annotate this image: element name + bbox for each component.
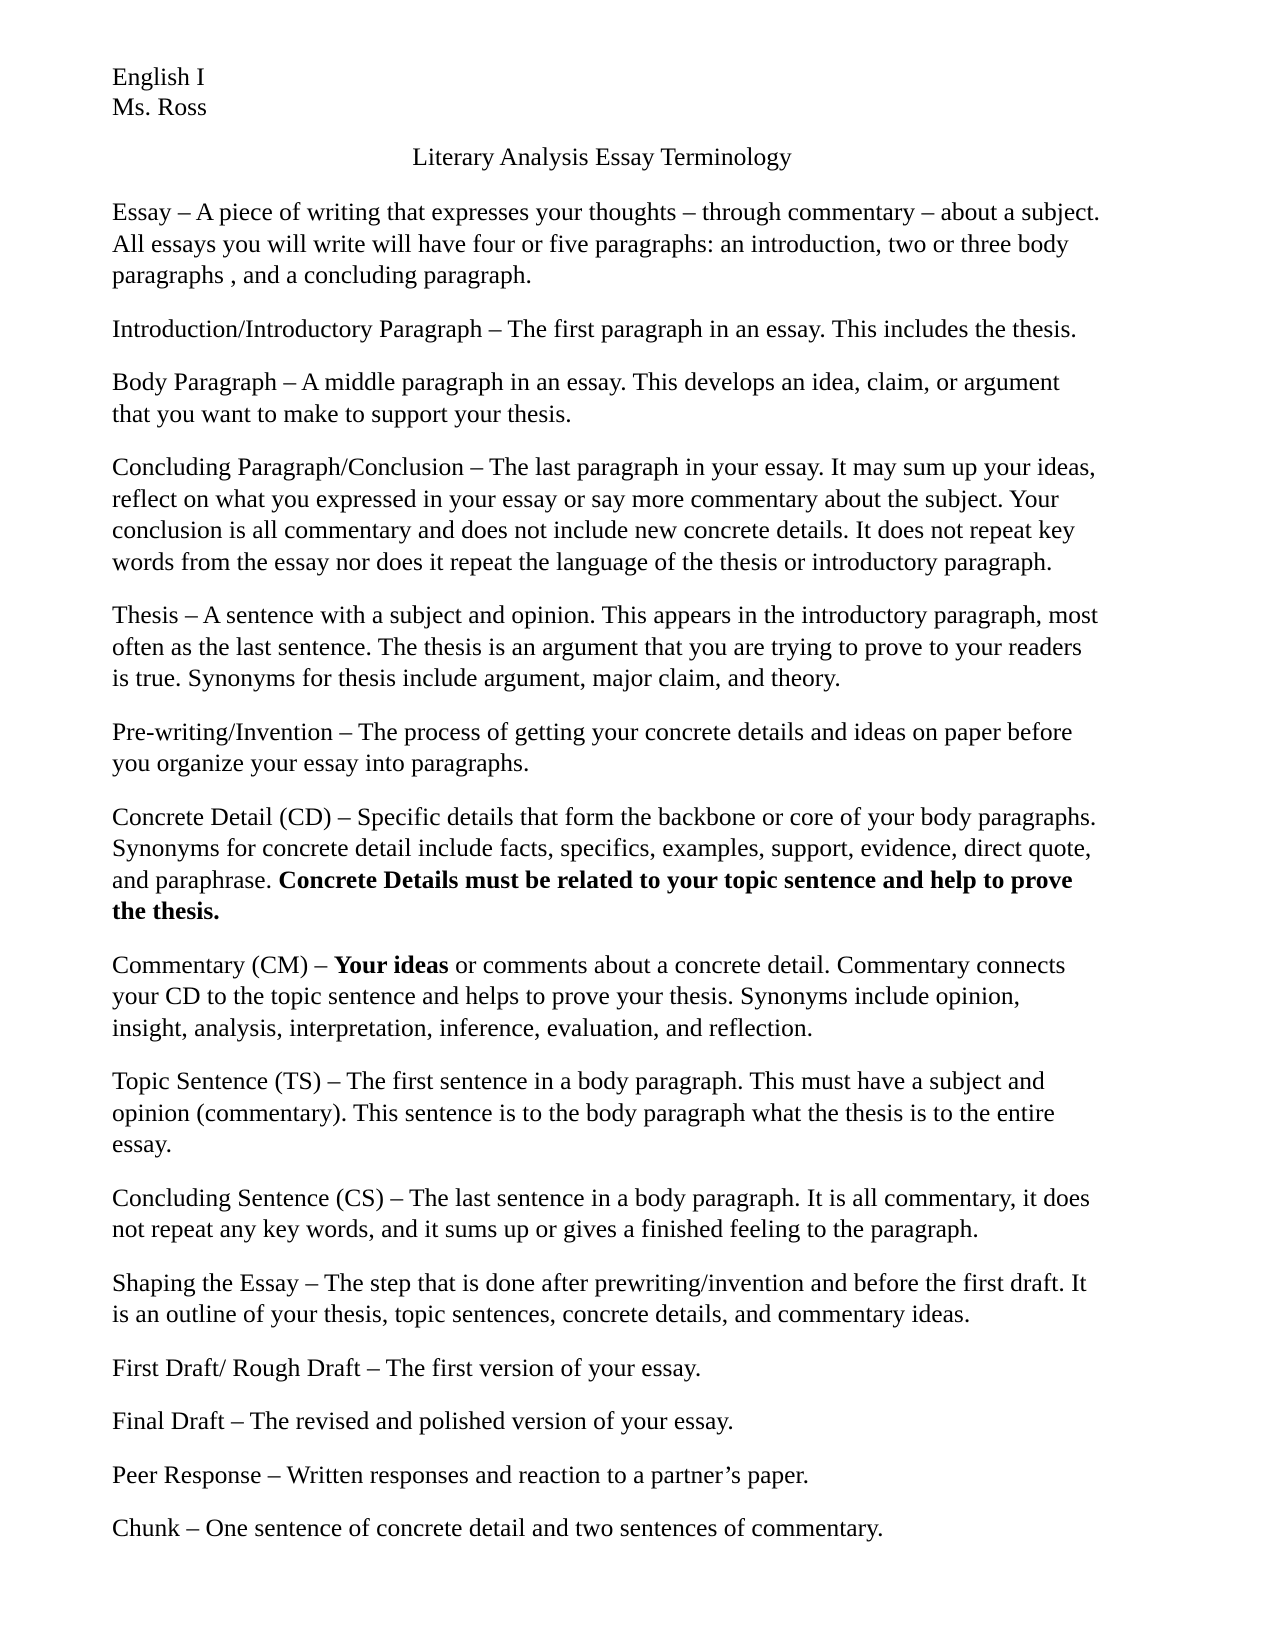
course-name: English I — [112, 62, 205, 91]
commentary-trail-text: or comments about a concrete detail. Commentary connects your CD to the topic sentence and helps to prove your thesis. Synonyms include opinion, insight, analysis, interpretation, inference, evaluation, and reflection. — [112, 949, 1066, 1042]
definition-concluding-paragraph: Concluding Paragraph/Conclusion – The last paragraph in your essay. It may sum up your ideas, reflect on what you expressed in your essay or say more commentary about the subject. Your conclusion is all commentary and does not include new concrete details. It does not repeat key words from the essay nor does it repeat the language of the thesis or introductory paragraph. — [112, 452, 1096, 576]
definition-thesis: Thesis – A sentence with a subject and opinion. This appears in the introductory paragraph, most often as the last sentence. The thesis is an argument that you are trying to prove to your readers is true. Synonyms for thesis include argument, major claim, and theory. — [112, 600, 1099, 692]
definition-concluding-sentence: Concluding Sentence (CS) – The last sentence in a body paragraph. It is all commentary, it does not repeat any key words, and it sums up or gives a finished feeling to the paragraph. — [112, 1182, 1090, 1243]
definition-commentary — [112, 949, 1102, 1044]
definition-essay: Essay – A piece of writing that expresses your thoughts – through commentary – about a subject. All essays you will write will have four or five paragraphs: an introduction, two or three body paragraphs , and a concluding paragraph. — [112, 197, 1100, 289]
definition-peer-response: Peer Response – Written responses and reaction to a partner’s paper. — [112, 1459, 809, 1489]
concrete-detail-emphasis: Concrete Details must be related to your topic sentence and help to prove the thesis. — [112, 864, 1073, 925]
definition-first-draft: First Draft/ Rough Draft – The first version of your essay. — [112, 1352, 702, 1382]
definition-pre-writing: Pre-writing/Invention – The process of getting your concrete details and ideas on paper before you organize your essay into paragraphs. — [112, 716, 1073, 777]
definition-concrete-detail — [112, 801, 1102, 927]
definition-chunk: Chunk – One sentence of concrete detail and two sentences of commentary. — [112, 1513, 884, 1542]
commentary-lead-text: Commentary (CM) – — [112, 949, 334, 979]
definition-topic-sentence: Topic Sentence (TS) – The first sentence in a body paragraph. This must have a subject and opinion (commentary). This sentence is to the body paragraph what the thesis is to the entire essay. — [112, 1066, 1055, 1158]
commentary-emphasis: Your ideas — [333, 949, 449, 979]
definition-body-paragraph: Body Paragraph – A middle paragraph in an essay. This develops an idea, claim, or argument that you want to make to support your thesis. — [112, 367, 1060, 428]
teacher-name: Ms. Ross — [112, 92, 207, 121]
definition-shaping-the-essay: Shaping the Essay – The step that is done after prewriting/invention and before the first draft. It is an outline of your thesis, topic sentences, concrete details, and commentary ideas. — [112, 1267, 1087, 1328]
course-header — [112, 62, 1102, 122]
definition-introduction: Introduction/Introductory Paragraph – The first paragraph in an essay. This includes the thesis. — [112, 313, 1077, 343]
page-title: Literary Analysis Essay Terminology — [412, 142, 792, 171]
concrete-detail-lead-text: Concrete Detail (CD) – Specific details that form the backbone or core of your body paragraphs. Synonyms for concrete detail include facts, specifics, examples, support, evidence, direct quote, and paraphrase. — [112, 801, 1097, 894]
document-content — [112, 62, 1102, 1544]
definition-final-draft: Final Draft – The revised and polished version of your essay. — [112, 1406, 734, 1435]
